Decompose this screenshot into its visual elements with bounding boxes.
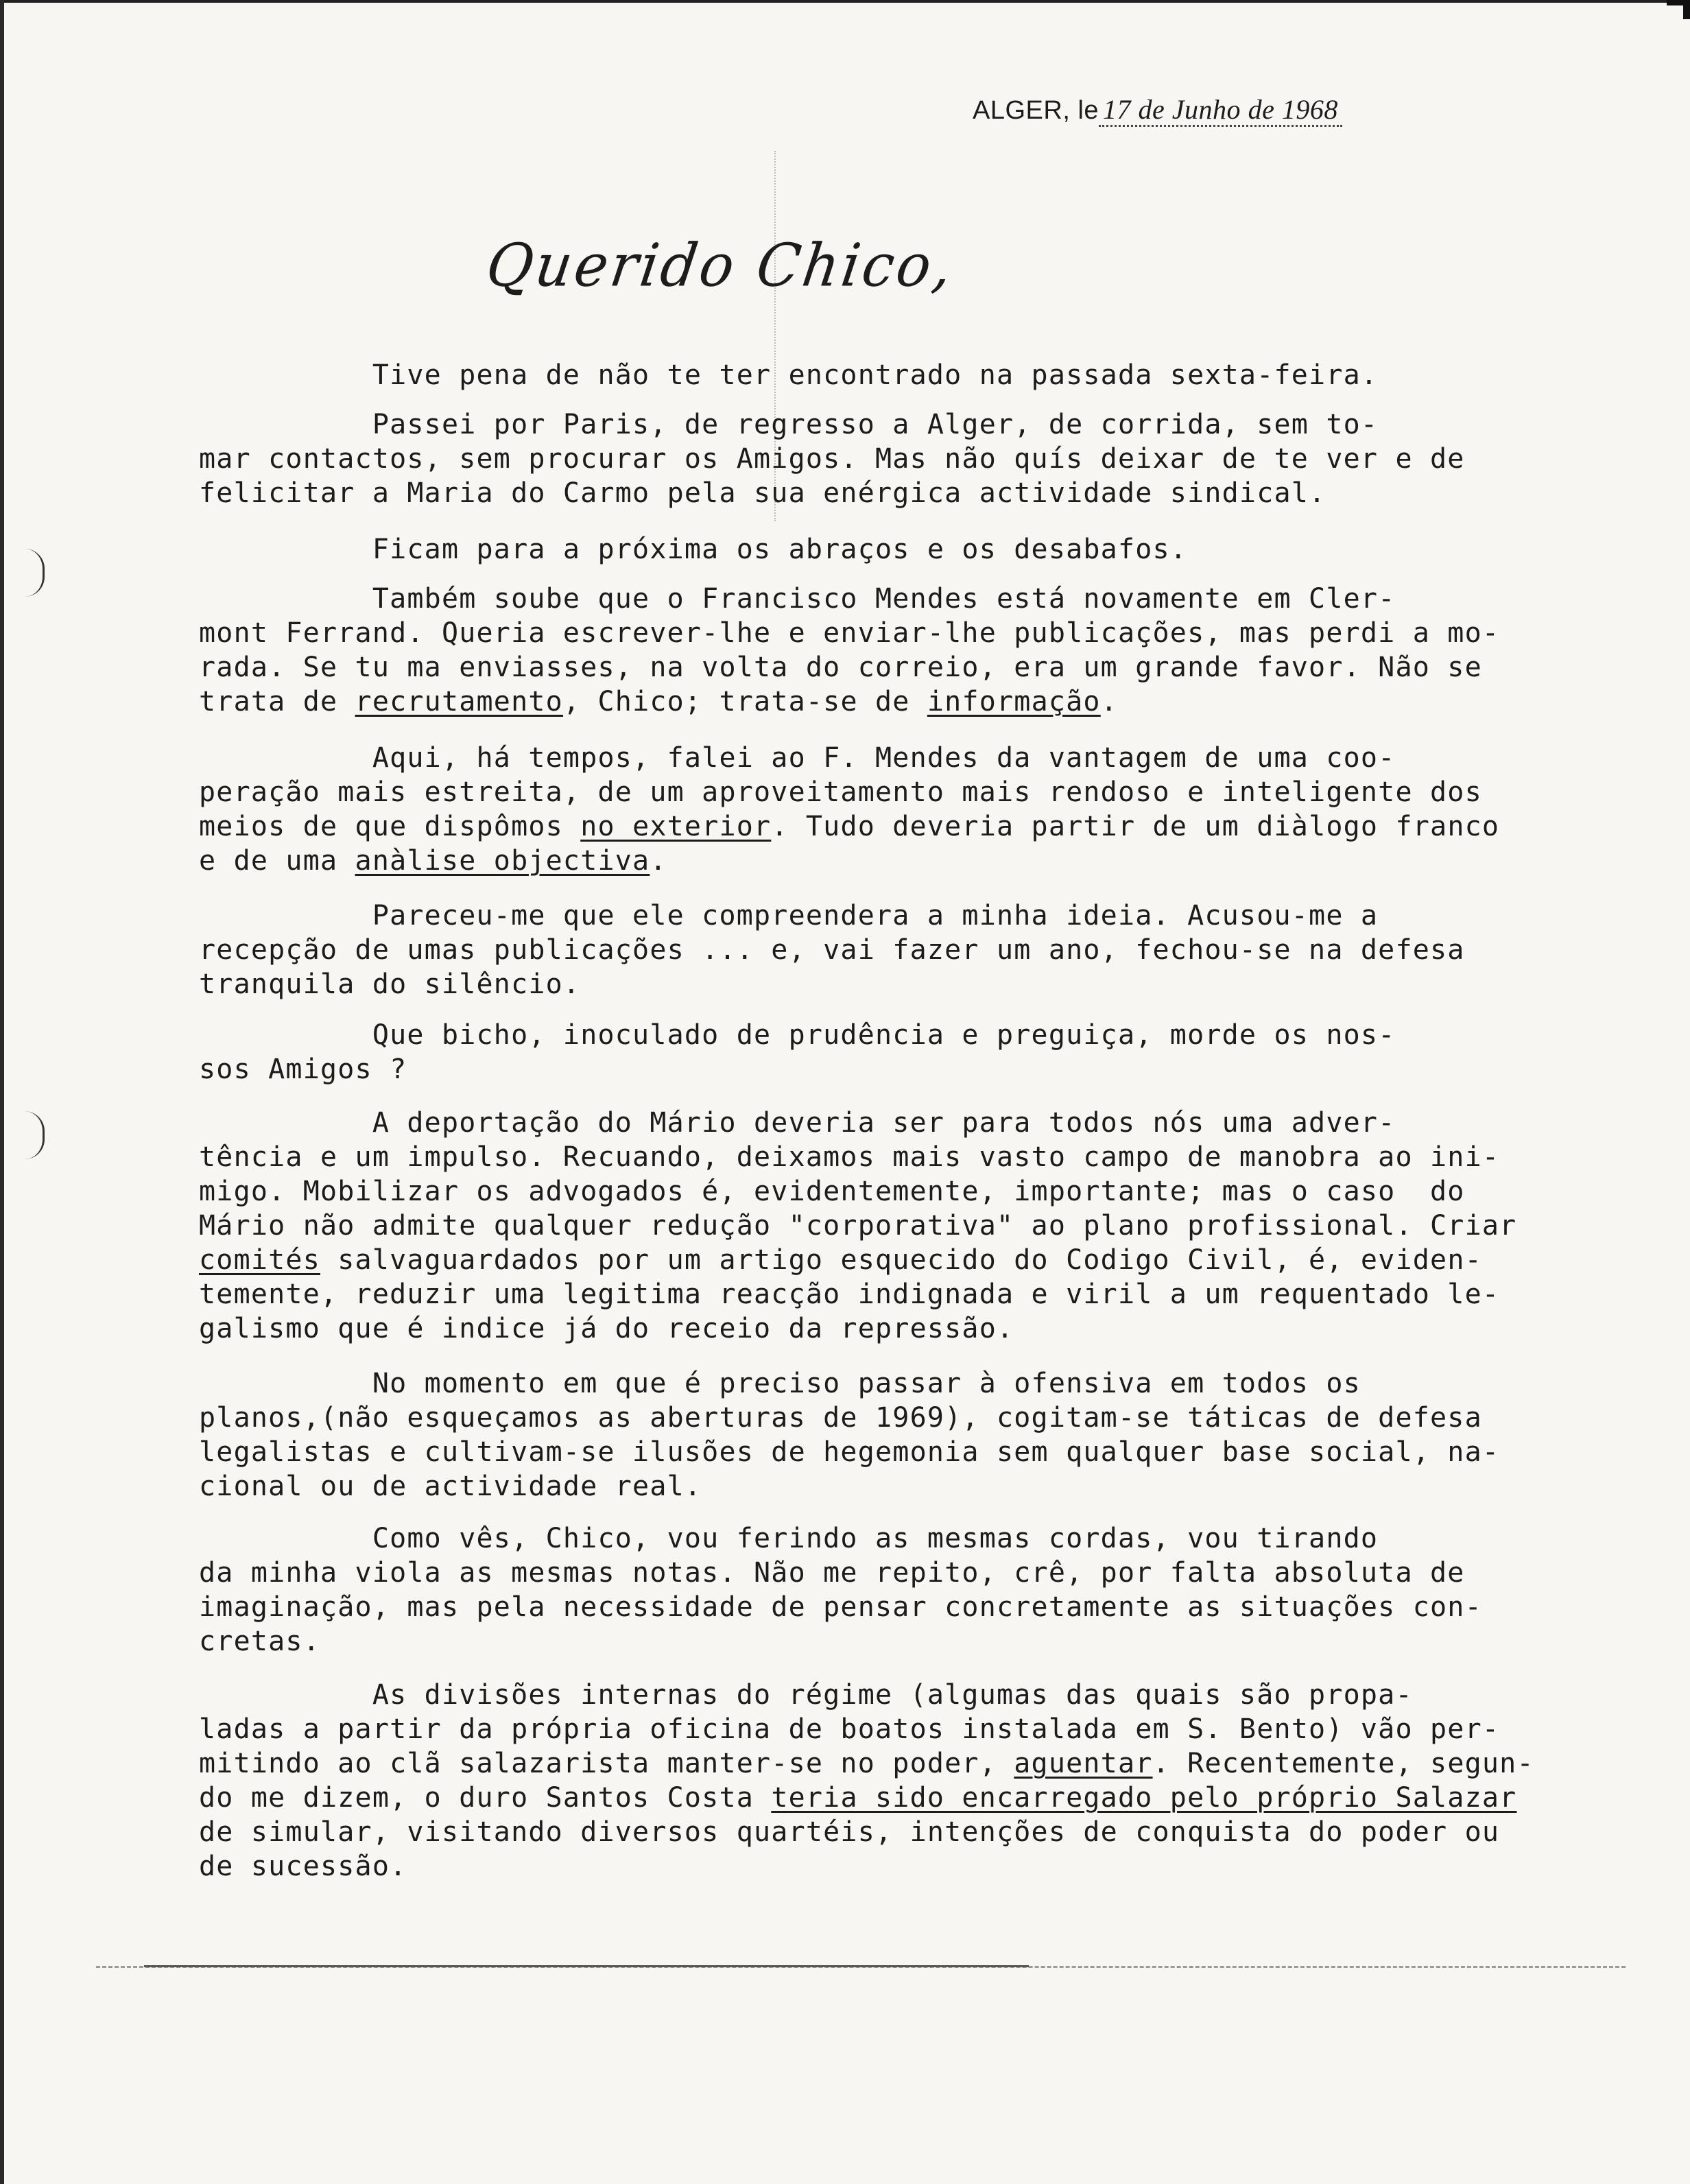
underlined-word: informação: [927, 686, 1101, 717]
paragraph: No momento em que é preciso passar à ofensiva em todos os planos,(não esqueçamos as aberturas de 1969), cogitam-se táticas de defesa legalistas e cultivam-se ilusões de hegemonia sem qualquer base social, na- cional ou de actividade real.: [199, 1368, 1500, 1502]
paragraph: Ficam para a próxima os abraços e os desabafos.: [199, 534, 1188, 565]
underlined-phrase: anàlise objectiva: [355, 845, 650, 877]
paragraph: Tive pena de não te ter encontrado na passada sexta-feira.: [199, 359, 1379, 391]
paragraph: Que bicho, inoculado de prudência e preguiça, morde os nos- sos Amigos ?: [199, 1019, 1396, 1085]
scan-corner-mark: [1667, 0, 1690, 19]
paragraph: A deportação do Mário deveria ser para todos nós uma adver- tência e um impulso. Recuando, deixamos mais vasto campo de manobra ao ini- migo. Mobilizar os advogados é, evidentemente, importante; mas o caso do Mário não admite qualquer redução "corporativa" ao plano profissional. Criar comités salvaguardados por um artigo esquecido do Codigo Civil, é, eviden- temente, reduzir uma legitima reacção indignada e viril a um requentado le- galismo que é indice já do receio da repressão.: [199, 1107, 1517, 1344]
underlined-phrase: no exterior: [580, 811, 772, 842]
dateline-place: ALGER, le: [973, 96, 1099, 125]
dateline-day: 17 de Junho de 1968: [1099, 94, 1342, 127]
bottom-rule: [144, 1965, 1029, 1967]
dateline: [973, 93, 1342, 126]
underlined-phrase: teria sido encarregado pelo próprio Salazar: [771, 1782, 1517, 1814]
punch-hole-mark: [25, 549, 45, 597]
paragraph: Como vês, Chico, vou ferindo as mesmas cordas, vou tirando da minha viola as mesmas notas. Não me repito, crê, por falta absoluta de imaginação, mas pela necessidade de pensar concretamente as situações con- cretas.: [199, 1523, 1482, 1657]
punch-hole-mark: [25, 1111, 45, 1159]
paragraph: As divisões internas do régime (algumas das quais são propa- ladas a partir da própria oficina de boatos instalada em S. Bento) vão per- mitindo ao clã salazarista manter-se no poder, aguentar. Recentemente, segun- do me dizem, o duro Santos Costa teria sido encarregado pelo próprio Salazar de simular, visitando diversos quartéis, intenções de conquista do poder ou de sucessão.: [199, 1679, 1534, 1882]
paragraph: Pareceu-me que ele compreendera a minha ideia. Acusou-me a recepção de umas publicações ... e, vai fazer um ano, fechou-se na defesa tranquila do silêncio.: [199, 900, 1465, 1000]
scan-edge-top: [0, 0, 1690, 11]
underlined-word: comités: [199, 1244, 320, 1276]
underlined-word: recrutamento: [355, 686, 563, 717]
paragraph: Aqui, há tempos, falei ao F. Mendes da vantagem de uma coo- peração mais estreita, de um aproveitamento mais rendoso e inteligente dos meios de que dispômos no exterior. Tudo deveria partir de um diàlogo franco e de uma anàlise objectiva.: [199, 742, 1500, 877]
underlined-word: aguentar: [1014, 1748, 1153, 1779]
paragraph: Passei por Paris, de regresso a Alger, de corrida, sem to- mar contactos, sem procurar os Amigos. Mas não quís deixar de te ver e de felicitar a Maria do Carmo pela sua enérgica actividade sindical.: [199, 409, 1465, 509]
handwritten-salutation: Querido Chico,: [481, 231, 960, 300]
paragraph: Também soube que o Francisco Mendes está novamente em Cler- mont Ferrand. Queria escrever-lhe e enviar-lhe publicações, mas perdi a mo- rada. Se tu ma enviasses, na volta do correio, era um grande favor. Não se trata de recrutamento, Chico; trata-se de informação.: [199, 583, 1500, 717]
scan-edge-left: [0, 0, 4, 2184]
